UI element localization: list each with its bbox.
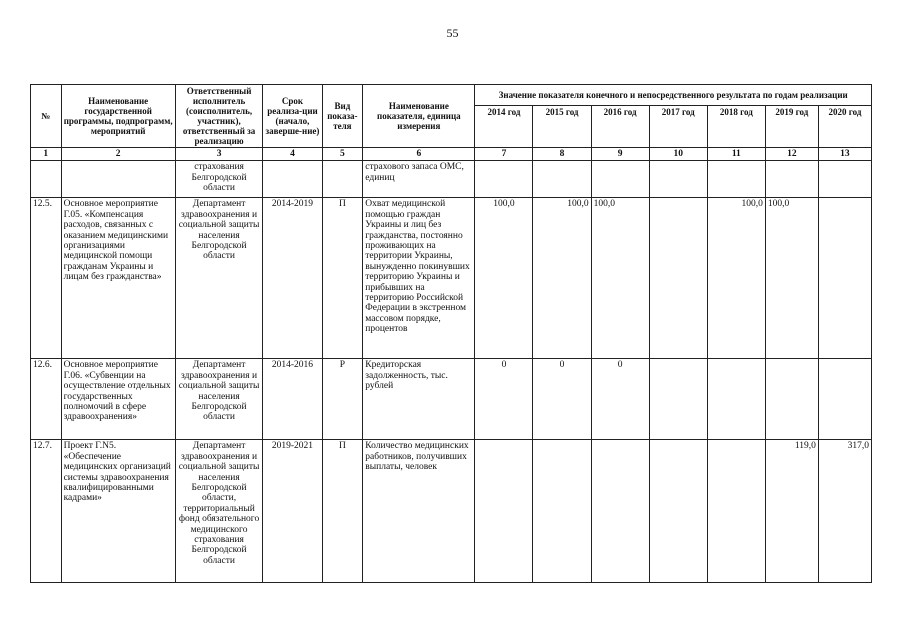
row-value bbox=[649, 359, 707, 440]
column-number: 13 bbox=[818, 148, 871, 161]
row-indicator: страхового запаса ОМС, единиц bbox=[363, 161, 475, 198]
row-value bbox=[818, 161, 871, 198]
row-num: 12.5. bbox=[31, 198, 62, 359]
row-program: Основное мероприятие Г.06. «Субвенции на осуществление отдельных государственных полномочий в сфере здравоохранения» bbox=[61, 359, 175, 440]
row-type: П bbox=[322, 198, 363, 359]
table-row bbox=[31, 161, 872, 198]
row-value: 100,0 bbox=[591, 198, 649, 359]
row-value bbox=[649, 198, 707, 359]
column-number: 4 bbox=[263, 148, 322, 161]
header-year: 2014 год bbox=[475, 106, 533, 148]
row-value bbox=[707, 359, 765, 440]
row-indicator: Количество медицинских работников, получивших выплаты, человек bbox=[363, 440, 475, 583]
row-value bbox=[818, 198, 871, 359]
row-value: 0 bbox=[591, 359, 649, 440]
indicator-table bbox=[30, 84, 872, 583]
header-year: 2020 год bbox=[818, 106, 871, 148]
row-executor: Департамент здравоохранения и социальной защиты населения Белгородской области, территориальный фонд обязательного медицинского страхования Белгородской области bbox=[175, 440, 263, 583]
column-number: 1 bbox=[31, 148, 62, 161]
row-executor: страхования Белгородской области bbox=[175, 161, 263, 198]
header-year: 2016 год bbox=[591, 106, 649, 148]
table-row bbox=[31, 440, 872, 583]
row-program: Проект Г.N5. «Обеспечение медицинских организаций системы здравоохранения квалифицированными кадрами» bbox=[61, 440, 175, 583]
header-period: Срок реализа-ции (начало, заверше-ние) bbox=[263, 85, 322, 148]
header-type: Вид показа-теля bbox=[322, 85, 363, 148]
row-value bbox=[591, 161, 649, 198]
row-value: 119,0 bbox=[765, 440, 818, 583]
row-value bbox=[591, 440, 649, 583]
row-value: 100,0 bbox=[707, 198, 765, 359]
row-type: П bbox=[322, 440, 363, 583]
column-number: 2 bbox=[61, 148, 175, 161]
row-value: 0 bbox=[475, 359, 533, 440]
row-value bbox=[765, 359, 818, 440]
column-number: 12 bbox=[765, 148, 818, 161]
row-value bbox=[707, 161, 765, 198]
header-year: 2018 год bbox=[707, 106, 765, 148]
row-value bbox=[533, 440, 591, 583]
header-year: 2017 год bbox=[649, 106, 707, 148]
row-indicator: Охват медицинской помощью граждан Украины и лиц без гражданства, постоянно проживающих на территории Украины, вынужденно покинувших территорию Украины и прибывших на территорию Российской Федерации в экстренном массовом порядке, процентов bbox=[363, 198, 475, 359]
row-value bbox=[475, 440, 533, 583]
row-value bbox=[533, 161, 591, 198]
row-num bbox=[31, 161, 62, 198]
header-values-group: Значение показателя конечного и непосредственного результата по годам реализации bbox=[475, 85, 872, 106]
row-period: 2014-2019 bbox=[263, 198, 322, 359]
header-indicator: Наименование показателя, единица измерения bbox=[363, 85, 475, 148]
column-number: 11 bbox=[707, 148, 765, 161]
column-number: 3 bbox=[175, 148, 263, 161]
header-year: 2019 год bbox=[765, 106, 818, 148]
row-program: Основное мероприятие Г.05. «Компенсация расходов, связанных с оказанием медицинскими организациями медицинской помощи гражданам Украины и лицам без гражданства» bbox=[61, 198, 175, 359]
column-number: 7 bbox=[475, 148, 533, 161]
row-period: 2014-2016 bbox=[263, 359, 322, 440]
row-period bbox=[263, 161, 322, 198]
column-number: 10 bbox=[649, 148, 707, 161]
row-value bbox=[818, 359, 871, 440]
row-program bbox=[61, 161, 175, 198]
row-num: 12.7. bbox=[31, 440, 62, 583]
row-value bbox=[475, 161, 533, 198]
header-executor: Ответственный исполнитель (соисполнитель, участник), ответственный за реализацию bbox=[175, 85, 263, 148]
row-num: 12.6. bbox=[31, 359, 62, 440]
header-num: № bbox=[31, 85, 62, 148]
row-value bbox=[765, 161, 818, 198]
row-value: 100,0 bbox=[533, 198, 591, 359]
column-number: 9 bbox=[591, 148, 649, 161]
column-number: 8 bbox=[533, 148, 591, 161]
row-value bbox=[707, 440, 765, 583]
row-period: 2019-2021 bbox=[263, 440, 322, 583]
row-value bbox=[649, 440, 707, 583]
header-row-1 bbox=[31, 85, 872, 106]
header-year: 2015 год bbox=[533, 106, 591, 148]
table-row bbox=[31, 359, 872, 440]
row-value bbox=[649, 161, 707, 198]
table-row bbox=[31, 198, 872, 359]
column-number: 6 bbox=[363, 148, 475, 161]
row-type: Р bbox=[322, 359, 363, 440]
row-indicator: Кредиторская задолженность, тыс. рублей bbox=[363, 359, 475, 440]
row-value: 0 bbox=[533, 359, 591, 440]
page-number: 55 bbox=[446, 26, 459, 40]
column-number: 5 bbox=[322, 148, 363, 161]
row-value: 100,0 bbox=[765, 198, 818, 359]
row-value: 100,0 bbox=[475, 198, 533, 359]
header-program: Наименование государственной программы, подпрограмм, мероприятий bbox=[61, 85, 175, 148]
row-type bbox=[322, 161, 363, 198]
row-value: 317,0 bbox=[818, 440, 871, 583]
column-number-row bbox=[31, 148, 872, 161]
row-executor: Департамент здравоохранения и социальной защиты населения Белгородской области bbox=[175, 359, 263, 440]
row-executor: Департамент здравоохранения и социальной защиты населения Белгородской области bbox=[175, 198, 263, 359]
